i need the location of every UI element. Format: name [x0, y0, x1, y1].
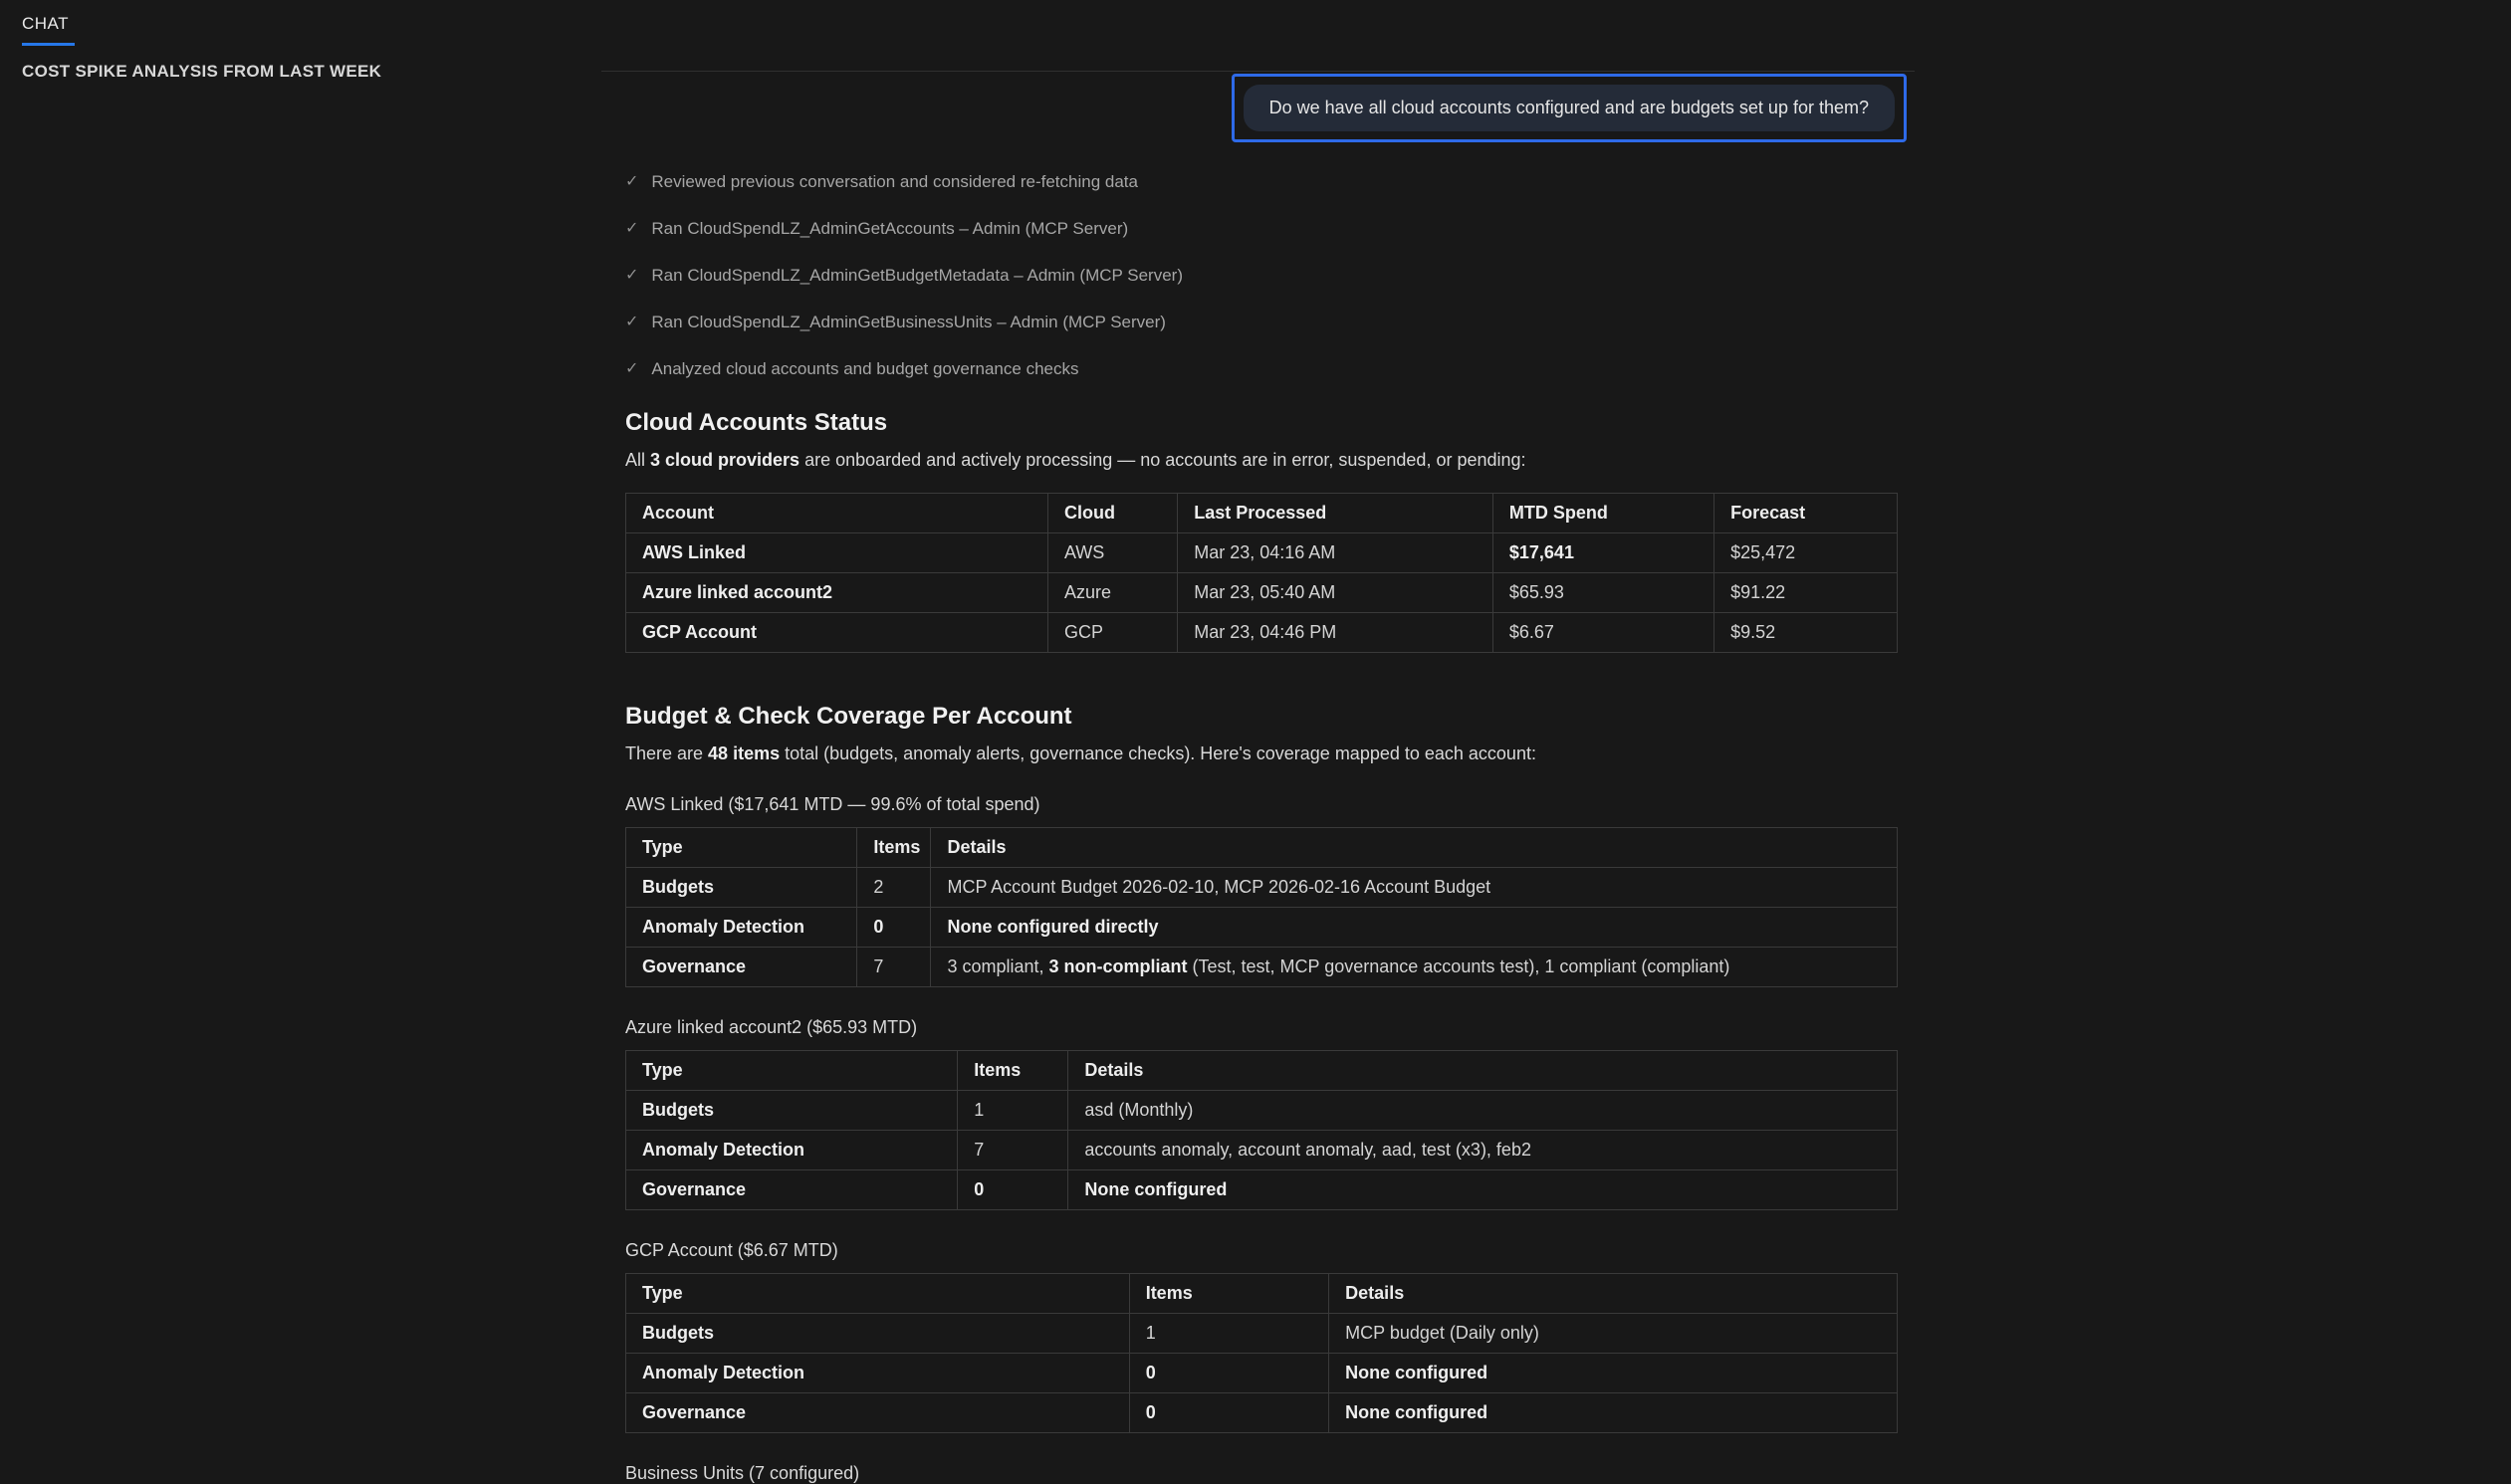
table-row — [626, 868, 1898, 908]
cloud-accounts-intro: All 3 cloud providers are onboarded and actively processing — no accounts are in error, suspended, or pending: — [625, 450, 1526, 470]
cloud-accounts-heading: Cloud Accounts Status — [625, 409, 888, 436]
user-message-bubble[interactable]: Do we have all cloud accounts configured and are budgets set up for them? — [1244, 85, 1895, 131]
column-header: Items — [1129, 1274, 1328, 1314]
table-header-row — [626, 828, 1898, 868]
table-row — [626, 1314, 1898, 1354]
column-header: Details — [1329, 1274, 1898, 1314]
tab-chat[interactable] — [22, 12, 75, 46]
table-cell: Azure — [1047, 573, 1177, 613]
table-cell: $65.93 — [1492, 573, 1713, 613]
table-cell: $9.52 — [1714, 613, 1898, 653]
table-cell: AWS Linked — [626, 533, 1048, 573]
coverage-account-label: Azure linked account2 ($65.93 MTD) — [625, 1017, 918, 1037]
column-header: Type — [626, 828, 857, 868]
table-cell: Budgets — [626, 1091, 958, 1131]
check-icon: ✓ — [625, 220, 639, 237]
table-cell: None configured — [1068, 1170, 1898, 1210]
check-icon: ✓ — [625, 267, 639, 284]
column-header: Forecast — [1714, 494, 1898, 533]
table-cell: accounts anomaly, account anomaly, aad, test (x3), feb2 — [1068, 1131, 1898, 1170]
check-icon: ✓ — [625, 173, 639, 190]
coverage-section — [601, 703, 1915, 1484]
user-message-row — [601, 74, 1915, 142]
table-row — [626, 1354, 1898, 1393]
table-row — [626, 1393, 1898, 1433]
agent-step-label: Reviewed previous conversation and considered re-fetching data — [651, 172, 1138, 191]
agent-step — [625, 219, 1915, 239]
table-row — [626, 533, 1898, 573]
table-cell: 7 — [958, 1131, 1068, 1170]
table-cell: Governance — [626, 948, 857, 987]
table-cell: Mar 23, 04:16 AM — [1178, 533, 1493, 573]
agent-step — [625, 359, 1915, 379]
agent-step — [625, 266, 1915, 286]
tab-chat-label: CHAT — [22, 14, 70, 33]
table-cell: None configured directly — [931, 908, 1898, 948]
coverage-heading: Budget & Check Coverage Per Account — [625, 703, 1072, 730]
table-header-row — [626, 1274, 1898, 1314]
table-cell: Anomaly Detection — [626, 908, 857, 948]
table-cell: Azure linked account2 — [626, 573, 1048, 613]
table-cell: None configured — [1329, 1354, 1898, 1393]
column-header: Details — [1068, 1051, 1898, 1091]
table-cell: 0 — [1129, 1354, 1328, 1393]
table-cell: 3 compliant, 3 non-compliant (Test, test, MCP governance accounts test), 1 compliant (compliant) — [931, 948, 1898, 987]
coverage-table — [625, 1050, 1898, 1210]
table-cell: Budgets — [626, 868, 857, 908]
table-row — [626, 573, 1898, 613]
table-cell: $17,641 — [1492, 533, 1713, 573]
table-cell: None configured — [1329, 1393, 1898, 1433]
column-header: Type — [626, 1274, 1130, 1314]
table-cell: 0 — [1129, 1393, 1328, 1433]
agent-step-label: Analyzed cloud accounts and budget governance checks — [651, 359, 1079, 378]
agent-step-label: Ran CloudSpendLZ_AdminGetBusinessUnits – Admin (MCP Server) — [651, 313, 1166, 331]
check-icon: ✓ — [625, 314, 639, 330]
column-header: Last Processed — [1178, 494, 1493, 533]
coverage-table — [625, 1273, 1898, 1433]
agent-step — [625, 313, 1915, 332]
column-header: MTD Spend — [1492, 494, 1713, 533]
chat-panel — [601, 0, 1915, 1484]
table-header-row — [626, 494, 1898, 533]
column-header: Type — [626, 1051, 958, 1091]
selected-message-outline — [1232, 74, 1907, 142]
table-cell: 2 — [857, 868, 931, 908]
column-header: Items — [857, 828, 931, 868]
table-cell: 1 — [1129, 1314, 1328, 1354]
cloud-accounts-table — [625, 493, 1898, 653]
agent-steps-list — [601, 172, 1915, 379]
table-row — [626, 948, 1898, 987]
sidebar — [0, 0, 601, 82]
table-cell: Mar 23, 05:40 AM — [1178, 573, 1493, 613]
column-header: Account — [626, 494, 1048, 533]
business-units-label: Business Units (7 configured) — [625, 1463, 860, 1483]
table-cell: GCP Account — [626, 613, 1048, 653]
column-header: Cloud — [1047, 494, 1177, 533]
table-cell: MCP Account Budget 2026-02-10, MCP 2026-02-16 Account Budget — [931, 868, 1898, 908]
table-row — [626, 1091, 1898, 1131]
check-icon: ✓ — [625, 360, 639, 377]
table-cell: Mar 23, 04:46 PM — [1178, 613, 1493, 653]
chat-top-divider — [601, 0, 1915, 72]
coverage-blocks — [601, 794, 1915, 1433]
agent-step-label: Ran CloudSpendLZ_AdminGetBudgetMetadata – Admin (MCP Server) — [651, 266, 1183, 285]
coverage-account-label: GCP Account ($6.67 MTD) — [625, 1240, 838, 1260]
sidebar-conversation-title[interactable]: COST SPIKE ANALYSIS FROM LAST WEEK — [22, 62, 382, 81]
table-cell: Anomaly Detection — [626, 1354, 1130, 1393]
table-cell: asd (Monthly) — [1068, 1091, 1898, 1131]
coverage-account-label: AWS Linked ($17,641 MTD — 99.6% of total spend) — [625, 794, 1040, 814]
table-cell: AWS — [1047, 533, 1177, 573]
table-cell: GCP — [1047, 613, 1177, 653]
table-cell: $25,472 — [1714, 533, 1898, 573]
table-cell: 1 — [958, 1091, 1068, 1131]
table-row — [626, 1170, 1898, 1210]
table-row — [626, 908, 1898, 948]
table-cell: Budgets — [626, 1314, 1130, 1354]
table-cell: 0 — [857, 908, 931, 948]
table-cell: MCP budget (Daily only) — [1329, 1314, 1898, 1354]
agent-step — [625, 172, 1915, 192]
table-cell: 0 — [958, 1170, 1068, 1210]
coverage-table — [625, 827, 1898, 987]
table-cell: Governance — [626, 1170, 958, 1210]
table-cell: $91.22 — [1714, 573, 1898, 613]
agent-step-label: Ran CloudSpendLZ_AdminGetAccounts – Admin (MCP Server) — [651, 219, 1129, 238]
column-header: Details — [931, 828, 1898, 868]
table-cell: Anomaly Detection — [626, 1131, 958, 1170]
coverage-intro: There are 48 items total (budgets, anomaly alerts, governance checks). Here's coverage mapped to each account: — [625, 743, 1536, 763]
column-header: Items — [958, 1051, 1068, 1091]
table-row — [626, 613, 1898, 653]
table-cell: Governance — [626, 1393, 1130, 1433]
cloud-accounts-section — [601, 409, 1915, 653]
table-header-row — [626, 1051, 1898, 1091]
table-cell: 7 — [857, 948, 931, 987]
table-row — [626, 1131, 1898, 1170]
table-cell: $6.67 — [1492, 613, 1713, 653]
